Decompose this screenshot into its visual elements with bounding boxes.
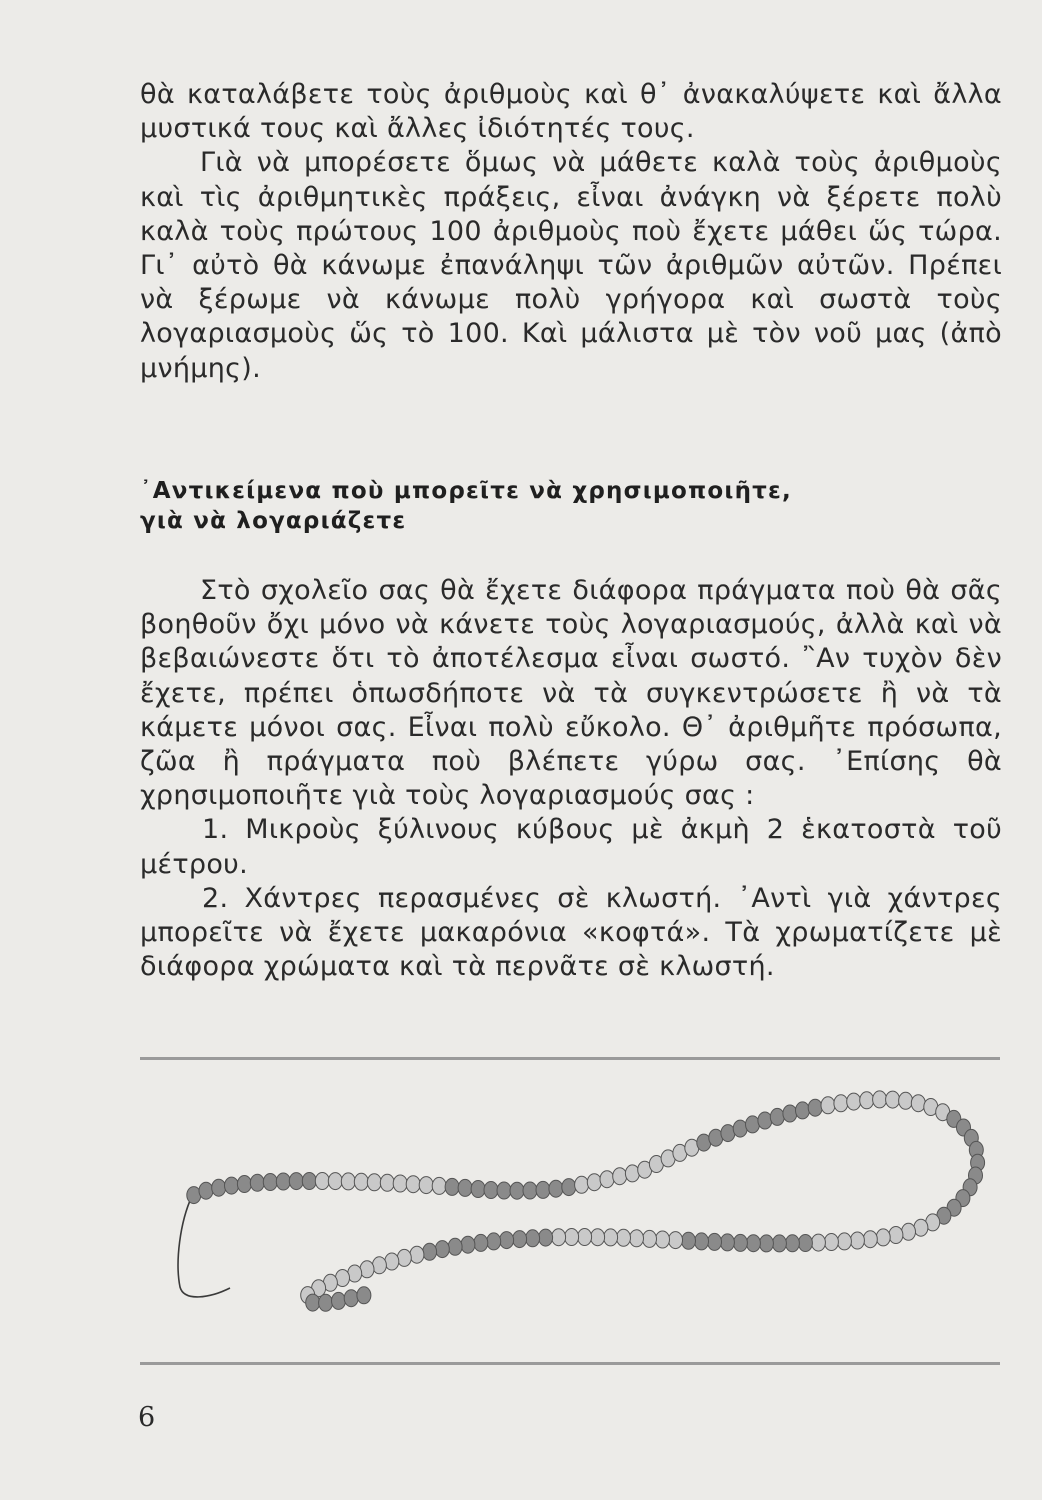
bead	[850, 1232, 864, 1249]
bead	[591, 1229, 605, 1246]
bead	[445, 1178, 459, 1195]
bead	[432, 1177, 446, 1194]
bead	[783, 1105, 797, 1122]
bead	[720, 1234, 734, 1251]
bead	[448, 1238, 462, 1255]
section-heading-line-2: γιὰ νὰ λογαριάζετε	[140, 508, 407, 534]
bead	[410, 1246, 424, 1263]
list-item-beads: 2. Χάντρες περασμένες σὲ κλωστή. ᾽Αντὶ γιὰ χάντρες μπορεῖτε νὰ ἔχετε μακαρόνια «κοφτά». Τὰ χρωματίζετε μὲ διάφορα χρώματα καὶ τὰ περνᾶτε σὲ κλωστή.	[140, 882, 1002, 983]
bead	[899, 1092, 913, 1109]
bead	[847, 1093, 861, 1110]
bead	[225, 1177, 239, 1194]
bead	[471, 1181, 485, 1198]
bead	[578, 1229, 592, 1246]
bead	[474, 1234, 488, 1251]
bead	[319, 1294, 333, 1311]
bead	[824, 1234, 838, 1251]
bead	[733, 1120, 747, 1137]
bead	[539, 1229, 553, 1246]
beads	[187, 1091, 985, 1311]
thread-end	[178, 1196, 230, 1297]
bead	[341, 1173, 355, 1190]
bead	[360, 1261, 374, 1278]
bead	[487, 1233, 501, 1250]
bead	[458, 1179, 472, 1196]
bead	[435, 1241, 449, 1258]
bead	[863, 1231, 877, 1248]
bead	[617, 1229, 631, 1246]
bead	[811, 1234, 825, 1251]
bead	[643, 1230, 657, 1247]
bead	[600, 1171, 614, 1188]
bead	[772, 1235, 786, 1252]
bead	[808, 1099, 822, 1116]
bead	[344, 1290, 358, 1307]
bead	[604, 1229, 618, 1246]
bead	[876, 1229, 890, 1246]
bead	[354, 1173, 368, 1190]
bead	[263, 1174, 277, 1191]
bead	[759, 1235, 773, 1252]
bead	[669, 1232, 683, 1249]
bead	[332, 1292, 346, 1309]
bead	[497, 1182, 511, 1199]
bead	[536, 1181, 550, 1198]
bead	[393, 1175, 407, 1192]
bead	[357, 1287, 371, 1304]
page-number: 6	[138, 1402, 156, 1433]
bead	[785, 1235, 799, 1252]
bead	[656, 1231, 670, 1248]
bead	[500, 1232, 514, 1249]
bead	[796, 1102, 810, 1119]
bead	[630, 1230, 644, 1247]
bead	[385, 1253, 399, 1270]
bead	[549, 1180, 563, 1197]
bead	[199, 1182, 213, 1199]
bead	[733, 1234, 747, 1251]
bead	[902, 1223, 916, 1240]
bead	[397, 1249, 411, 1266]
bead	[837, 1233, 851, 1250]
bead	[523, 1182, 537, 1199]
bead	[302, 1173, 316, 1190]
bead-string-thread	[192, 1099, 978, 1303]
bead	[423, 1243, 437, 1260]
bead	[821, 1097, 835, 1114]
bead	[367, 1174, 381, 1191]
section-heading	[140, 476, 1002, 536]
bead	[798, 1235, 812, 1252]
bead	[708, 1233, 722, 1250]
bead	[746, 1235, 760, 1252]
list-item-cubes: 1. Μικροὺς ξύλινους κύβους μὲ ἀκμὴ 2 ἑκατοστὰ τοῦ μέτρου.	[140, 814, 1002, 880]
bead	[328, 1173, 342, 1190]
bead	[372, 1257, 386, 1274]
bead	[461, 1236, 475, 1253]
bead	[758, 1112, 772, 1129]
bead	[889, 1227, 903, 1244]
bead	[306, 1294, 320, 1311]
bead	[406, 1176, 420, 1193]
bead	[873, 1091, 887, 1108]
bead	[613, 1168, 627, 1185]
bead	[911, 1095, 925, 1112]
bead	[380, 1174, 394, 1191]
illustration-top-rule	[140, 1057, 1000, 1060]
section-paragraph: Στὸ σχολεῖο σας θὰ ἔχετε διάφορα πράγματα ποὺ θὰ σᾶς βοηθοῦν ὄχι μόνο νὰ κάνετε τοὺς λογαριασμούς, ἀλλὰ καὶ νὰ βεβαιώνεστε ὅτι τὸ ἀποτέλεσμα εἶναι σωστό. ῍Αν τυχὸν δὲν ἔχετε, πρέπει ὁπωσδήποτε νὰ τὰ συγκεντρώσετε ἢ νὰ τὰ κάμετε μόνοι σας. Εἶναι πολὺ εὔκολο. Θ᾽ ἀριθμῆτε πρόσωπα, ζῶα ἢ πράγματα ποὺ βλέπετε γύρω σας. ᾽Επίσης θὰ χρησιμοποιῆτε γιὰ τοὺς λογαριασμούς σας :	[140, 575, 1002, 812]
section-heading-line-1: ᾽Αντικείμενα ποὺ μπορεῖτε νὰ χρησιμοποιῆτε,	[140, 478, 792, 504]
bead	[513, 1231, 527, 1248]
bead	[212, 1179, 226, 1196]
bead	[562, 1179, 576, 1196]
bead	[886, 1091, 900, 1108]
bead	[250, 1174, 264, 1191]
bead	[834, 1095, 848, 1112]
intro-paragraph-1: θὰ καταλάβετε τοὺς ἀριθμοὺς καὶ θ᾽ ἀνακαλύψετε καὶ ἄλλα μυστικά τους καὶ ἄλλες ἰδιότητές τους.	[140, 79, 1002, 145]
bead	[625, 1165, 639, 1182]
bead-string-illustration	[140, 1062, 1002, 1362]
bead	[682, 1232, 696, 1249]
bead	[484, 1182, 498, 1199]
bead	[587, 1174, 601, 1191]
bead	[575, 1176, 589, 1193]
bead	[289, 1173, 303, 1190]
bead	[914, 1219, 928, 1236]
intro-paragraph-2: Γιὰ νὰ μπορέσετε ὅμως νὰ μάθετε καλὰ τοὺς ἀριθμοὺς καὶ τὶς ἀριθμητικὲς πράξεις, εἶναι ἀνάγκη νὰ ξέρετε πολὺ καλὰ τοὺς πρώτους 100 ἀριθμοὺς ποὺ ἔχετε μάθει ὥς τώρα. Γι᾽ αὐτὸ θὰ κάνωμε ἐπανάληψι τῶν ἀριθμῶν αὐτῶν. Πρέπει νὰ ξέρωμε νὰ κάνωμε πολὺ γρήγορα καὶ σωστὰ τοὺς λογαριασμοὺς ὥς τὸ 100. Καὶ μάλιστα μὲ τὸν νοῦ μας (ἀπὸ μνήμης).	[140, 147, 1002, 384]
bead	[237, 1176, 251, 1193]
intro-text	[140, 78, 1002, 386]
bead	[746, 1116, 760, 1133]
bead	[419, 1177, 433, 1194]
bead	[860, 1092, 874, 1109]
bead	[770, 1108, 784, 1125]
bead	[565, 1229, 579, 1246]
bead	[510, 1182, 524, 1199]
bead	[276, 1173, 290, 1190]
bead	[552, 1229, 566, 1246]
illustration-bottom-rule	[140, 1362, 1000, 1365]
bead	[526, 1230, 540, 1247]
bead	[315, 1173, 329, 1190]
section-text	[140, 574, 1002, 984]
bead	[695, 1233, 709, 1250]
